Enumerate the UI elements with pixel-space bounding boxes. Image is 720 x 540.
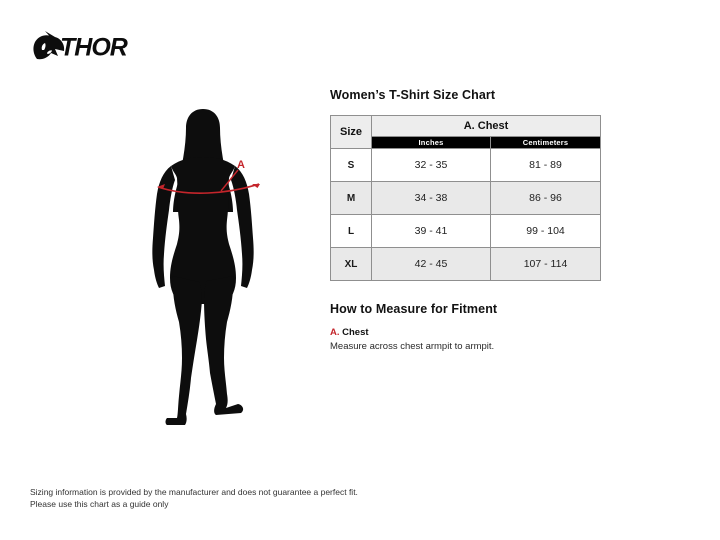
centimeters-cell: 86 - 96 (491, 182, 601, 215)
measurement-figure (148, 106, 266, 428)
how-to-measure-title: How to Measure for Fitment (330, 302, 498, 316)
column-header-centimeters: Centimeters (491, 137, 601, 149)
size-chart-title: Women’s T-Shirt Size Chart (330, 88, 496, 102)
column-header-inches: Inches (372, 137, 491, 149)
measure-marker: A. (330, 327, 340, 338)
measure-label: Chest (342, 327, 369, 338)
table-row (331, 149, 601, 182)
size-cell: L (331, 215, 372, 248)
table-row (331, 215, 601, 248)
size-chart-table (330, 115, 601, 281)
centimeters-cell: 99 - 104 (491, 215, 601, 248)
size-chart-panel (330, 88, 600, 352)
centimeters-cell: 81 - 89 (491, 149, 601, 182)
female-silhouette (152, 109, 253, 425)
footer-line-1: Sizing information is provided by the manufacturer and does not guarantee a perfect fit. (30, 487, 358, 497)
thor-logo (30, 31, 135, 65)
inches-cell: 32 - 35 (372, 149, 491, 182)
measure-item-chest (330, 327, 600, 352)
footer-line-2: Please use this chart as a guide only (30, 498, 169, 509)
inches-cell: 42 - 45 (372, 248, 491, 281)
footer-disclaimer (30, 487, 358, 511)
thor-wordmark: THOR (60, 33, 127, 62)
inches-cell: 34 - 38 (372, 182, 491, 215)
size-cell: M (331, 182, 372, 215)
chest-marker-label: A (237, 159, 245, 171)
size-cell: XL (331, 248, 372, 281)
centimeters-cell: 107 - 114 (491, 248, 601, 281)
size-cell: S (331, 149, 372, 182)
table-row (331, 248, 601, 281)
column-header-size: Size (331, 116, 372, 149)
inches-cell: 39 - 41 (372, 215, 491, 248)
column-header-chest: A. Chest (372, 116, 601, 137)
measure-item-heading (330, 327, 600, 338)
table-row (331, 182, 601, 215)
how-to-measure-section (330, 302, 600, 352)
measure-description: Measure across chest armpit to armpit. (330, 341, 495, 352)
